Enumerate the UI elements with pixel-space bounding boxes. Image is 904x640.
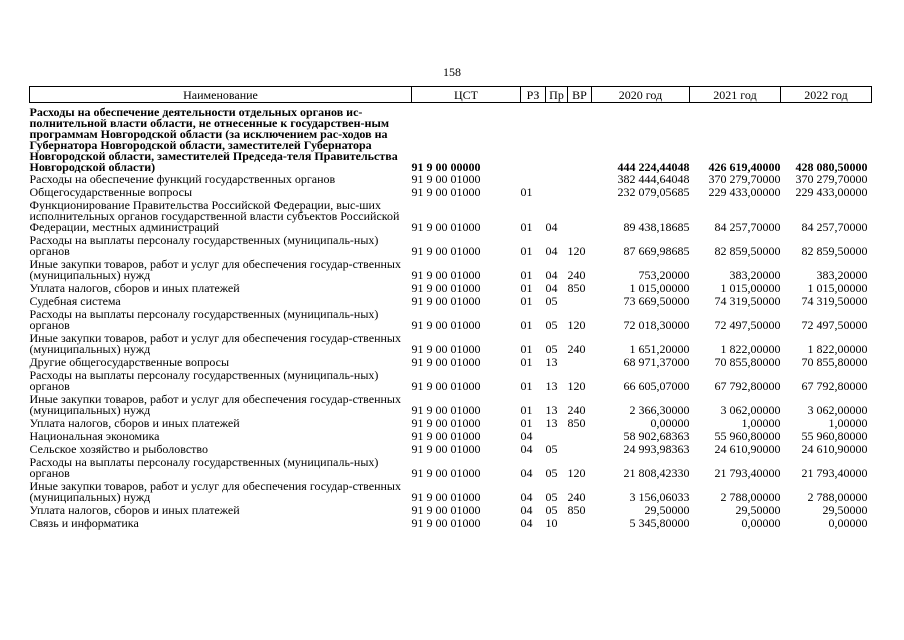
row-vr: 850 xyxy=(567,281,586,295)
row-name: Расходы на выплаты персоналу государственных (муниципаль-ных) органов xyxy=(29,233,379,258)
row-pr: 05 xyxy=(545,442,558,456)
row-cst: 91 9 00 01000 xyxy=(411,268,481,282)
row-2022: 3 062,00000 xyxy=(807,403,868,417)
row-vr xyxy=(568,430,592,443)
row-cst: 91 9 00 01000 xyxy=(411,516,481,530)
row-2021: 67 792,80000 xyxy=(714,379,781,393)
row-pr: 13 xyxy=(545,355,558,369)
row-2022: 70 855,80000 xyxy=(801,355,868,369)
row-pr: 13 xyxy=(545,403,558,417)
budget-table xyxy=(29,86,872,530)
row-2020: 1 015,00000 xyxy=(629,281,690,295)
row-pr: 13 xyxy=(545,416,558,430)
row-pr: 04 xyxy=(545,244,558,258)
header-2021: 2021 год xyxy=(690,87,781,103)
row-cst: 91 9 00 01000 xyxy=(411,429,481,443)
row-pr: 05 xyxy=(545,318,558,332)
row-name: Иные закупки товаров, работ и услуг для обеспечения государ-ственных (муниципальных) нужд xyxy=(29,331,401,356)
row-vr xyxy=(568,517,592,530)
row-pr: 05 xyxy=(545,342,558,356)
row-name: Другие общегосударственные вопросы xyxy=(29,355,230,369)
row-cst: 91 9 00 01000 xyxy=(411,281,481,295)
row-rz: 01 xyxy=(520,244,533,258)
row-2021: 1 822,00000 xyxy=(720,342,781,356)
row-vr xyxy=(568,103,592,174)
row-rz: 01 xyxy=(520,355,533,369)
row-2021: 1 015,00000 xyxy=(720,281,781,295)
row-vr xyxy=(568,199,592,234)
row-vr xyxy=(568,443,592,456)
row-2020: 72 018,30000 xyxy=(623,318,690,332)
row-2021: 24 610,90000 xyxy=(714,442,781,456)
row-2022: 1,00000 xyxy=(828,416,868,430)
row-pr xyxy=(546,186,568,199)
row-2021: 0,00000 xyxy=(741,516,781,530)
row-rz: 01 xyxy=(520,403,533,417)
row-name: Сельское хозяйство и рыболовство xyxy=(29,442,209,456)
row-cst: 91 9 00 01000 xyxy=(411,220,481,234)
row-cst: 91 9 00 01000 xyxy=(411,416,481,430)
row-rz: 01 xyxy=(520,268,533,282)
row-2022: 428 080,50000 xyxy=(795,160,868,174)
row-2020: 24 993,98363 xyxy=(623,442,690,456)
row-cst: 91 9 00 01000 xyxy=(411,503,481,517)
row-pr: 05 xyxy=(545,294,558,308)
row-2021: 74 319,50000 xyxy=(714,294,781,308)
row-rz: 04 xyxy=(520,516,533,530)
row-2022: 55 960,80000 xyxy=(801,429,868,443)
row-rz: 01 xyxy=(520,342,533,356)
row-rz: 01 xyxy=(520,294,533,308)
row-2022: 383,20000 xyxy=(816,268,868,282)
row-pr: 05 xyxy=(545,490,558,504)
row-2022: 2 788,00000 xyxy=(807,490,868,504)
row-pr: 13 xyxy=(545,379,558,393)
row-2022: 74 319,50000 xyxy=(801,294,868,308)
row-2021: 70 855,80000 xyxy=(714,355,781,369)
row-2022: 21 793,40000 xyxy=(801,466,868,480)
row-2020: 73 669,50000 xyxy=(623,294,690,308)
row-vr: 850 xyxy=(567,416,586,430)
header-cst: ЦСТ xyxy=(412,87,521,103)
header-2022: 2022 год xyxy=(781,87,872,103)
row-2021: 55 960,80000 xyxy=(714,429,781,443)
row-cst: 91 9 00 01000 xyxy=(411,442,481,456)
row-2021: 29,50000 xyxy=(735,503,781,517)
row-cst: 91 9 00 00000 xyxy=(411,160,481,174)
row-2021: 1,00000 xyxy=(741,416,781,430)
header-2020: 2020 год xyxy=(592,87,690,103)
row-vr: 240 xyxy=(567,403,586,417)
row-2022: 24 610,90000 xyxy=(801,442,868,456)
header-name: Наименование xyxy=(30,87,412,103)
row-cst: 91 9 00 01000 xyxy=(411,185,481,199)
row-2021: 82 859,50000 xyxy=(714,244,781,258)
table-row xyxy=(30,393,872,417)
table-row xyxy=(30,103,872,174)
row-2020: 2 366,30000 xyxy=(629,403,690,417)
row-rz: 04 xyxy=(520,442,533,456)
table-row xyxy=(30,258,872,282)
row-pr xyxy=(546,173,568,186)
header-rz: РЗ xyxy=(521,87,546,103)
table-row xyxy=(30,199,872,234)
page-number: 158 xyxy=(443,65,461,79)
row-name: Национальная экономика xyxy=(29,429,160,443)
row-rz: 04 xyxy=(520,429,533,443)
row-name: Расходы на выплаты персоналу государственных (муниципаль-ных) органов xyxy=(29,307,379,332)
row-2021: 2 788,00000 xyxy=(720,490,781,504)
row-2022: 84 257,70000 xyxy=(801,220,868,234)
row-2020: 58 902,68363 xyxy=(623,429,690,443)
row-2021: 21 793,40000 xyxy=(714,466,781,480)
row-rz: 01 xyxy=(520,185,533,199)
row-rz: 04 xyxy=(520,490,533,504)
row-cst: 91 9 00 01000 xyxy=(411,403,481,417)
row-name: Иные закупки товаров, работ и услуг для обеспечения государ-ственных (муниципальных) нужд xyxy=(29,479,401,504)
header-pr: Пр xyxy=(546,87,568,103)
row-pr: 10 xyxy=(545,516,558,530)
row-2020: 1 651,20000 xyxy=(629,342,690,356)
row-2020: 66 605,07000 xyxy=(623,379,690,393)
row-2022: 1 015,00000 xyxy=(807,281,868,295)
row-name: Общегосударственные вопросы xyxy=(29,185,193,199)
row-2021: 426 619,40000 xyxy=(708,160,781,174)
row-cst: 91 9 00 01000 xyxy=(411,318,481,332)
row-2020: 3 156,06033 xyxy=(629,490,690,504)
row-name: Расходы на выплаты персоналу государственных (муниципаль-ных) органов xyxy=(29,455,379,480)
row-2020: 68 971,37000 xyxy=(623,355,690,369)
row-rz: 04 xyxy=(520,503,533,517)
row-cst: 91 9 00 01000 xyxy=(411,342,481,356)
row-cst: 91 9 00 01000 xyxy=(411,294,481,308)
row-pr: 04 xyxy=(545,281,558,295)
row-rz: 01 xyxy=(520,220,533,234)
row-vr: 850 xyxy=(567,503,586,517)
row-2021: 84 257,70000 xyxy=(714,220,781,234)
row-vr: 120 xyxy=(567,318,586,332)
row-name: Иные закупки товаров, работ и услуг для обеспечения государ-ственных (муниципальных) нужд xyxy=(29,392,401,417)
row-cst: 91 9 00 01000 xyxy=(411,355,481,369)
row-2020: 444 224,44048 xyxy=(617,160,690,174)
row-2022: 1 822,00000 xyxy=(807,342,868,356)
row-2020: 21 808,42330 xyxy=(623,466,690,480)
row-2020: 87 669,98685 xyxy=(623,244,690,258)
row-vr: 240 xyxy=(567,268,586,282)
row-vr xyxy=(568,173,592,186)
row-cst: 91 9 00 01000 xyxy=(411,379,481,393)
row-name: Связь и информатика xyxy=(29,516,139,530)
row-2020: 29,50000 xyxy=(644,503,690,517)
table-row xyxy=(30,369,872,393)
row-name: Расходы на обеспечение функций государственных органов xyxy=(29,172,336,186)
row-2021: 383,20000 xyxy=(729,268,781,282)
table-row xyxy=(30,234,872,258)
row-2021: 229 433,00000 xyxy=(708,185,781,199)
table-row xyxy=(30,456,872,480)
row-2022: 370 279,70000 xyxy=(795,172,868,186)
row-vr: 240 xyxy=(567,490,586,504)
table-header-row xyxy=(30,87,872,103)
row-2021: 72 497,50000 xyxy=(714,318,781,332)
row-2021: 3 062,00000 xyxy=(720,403,781,417)
table-row xyxy=(30,480,872,504)
row-cst: 91 9 00 01000 xyxy=(411,244,481,258)
row-name: Уплата налогов, сборов и иных платежей xyxy=(29,281,240,295)
row-rz: 01 xyxy=(520,416,533,430)
row-cst: 91 9 00 01000 xyxy=(411,490,481,504)
row-rz: 01 xyxy=(520,318,533,332)
row-cst: 91 9 00 01000 xyxy=(411,172,481,186)
row-vr: 120 xyxy=(567,379,586,393)
row-pr: 04 xyxy=(545,220,558,234)
row-2020: 382 444,64048 xyxy=(617,172,690,186)
row-2022: 67 792,80000 xyxy=(801,379,868,393)
row-rz: 04 xyxy=(520,466,533,480)
row-vr: 240 xyxy=(567,342,586,356)
row-2020: 0,00000 xyxy=(650,416,690,430)
row-name: Функционирование Правительства Российской Федерации, выс-ших исполнительных органов государственной власти субъектов Российской Федерации, местных администраций xyxy=(29,198,400,234)
row-vr xyxy=(568,356,592,369)
row-rz xyxy=(521,103,546,174)
row-name: Уплата налогов, сборов и иных платежей xyxy=(29,416,240,430)
row-vr xyxy=(568,186,592,199)
row-name: Уплата налогов, сборов и иных платежей xyxy=(29,503,240,517)
row-cst: 91 9 00 01000 xyxy=(411,466,481,480)
row-name: Расходы на обеспечение деятельности отдельных органов ис-полнительной власти области, не отнесенные к государствен-ным программам Новгородской области (за исключением рас-ходов на Губернатора Новгородской области, заместителей Губернатора Новгородской области, заместителей Председа-теля Правительства Новгородской области) xyxy=(29,105,398,174)
row-vr: 120 xyxy=(567,466,586,480)
row-pr xyxy=(546,103,568,174)
header-vr: ВР xyxy=(568,87,592,103)
row-2020: 5 345,80000 xyxy=(629,516,690,530)
row-pr: 04 xyxy=(545,268,558,282)
row-rz: 01 xyxy=(520,379,533,393)
row-2022: 82 859,50000 xyxy=(801,244,868,258)
row-2022: 0,00000 xyxy=(828,516,868,530)
row-vr: 120 xyxy=(567,244,586,258)
row-pr: 05 xyxy=(545,503,558,517)
row-name: Расходы на выплаты персоналу государственных (муниципаль-ных) органов xyxy=(29,368,379,393)
row-rz: 01 xyxy=(520,281,533,295)
row-2022: 29,50000 xyxy=(822,503,868,517)
row-2020: 89 438,18685 xyxy=(623,220,690,234)
row-name: Иные закупки товаров, работ и услуг для обеспечения государ-ственных (муниципальных) нужд xyxy=(29,257,401,282)
row-pr: 05 xyxy=(545,466,558,480)
table-row xyxy=(30,308,872,332)
row-2021: 370 279,70000 xyxy=(708,172,781,186)
row-2022: 229 433,00000 xyxy=(795,185,868,199)
row-2022: 72 497,50000 xyxy=(801,318,868,332)
row-vr xyxy=(568,295,592,308)
row-2020: 232 079,05685 xyxy=(617,185,690,199)
row-name: Судебная система xyxy=(29,294,121,308)
table-row xyxy=(30,332,872,356)
table-row xyxy=(30,517,872,530)
row-2020: 753,20000 xyxy=(638,268,690,282)
